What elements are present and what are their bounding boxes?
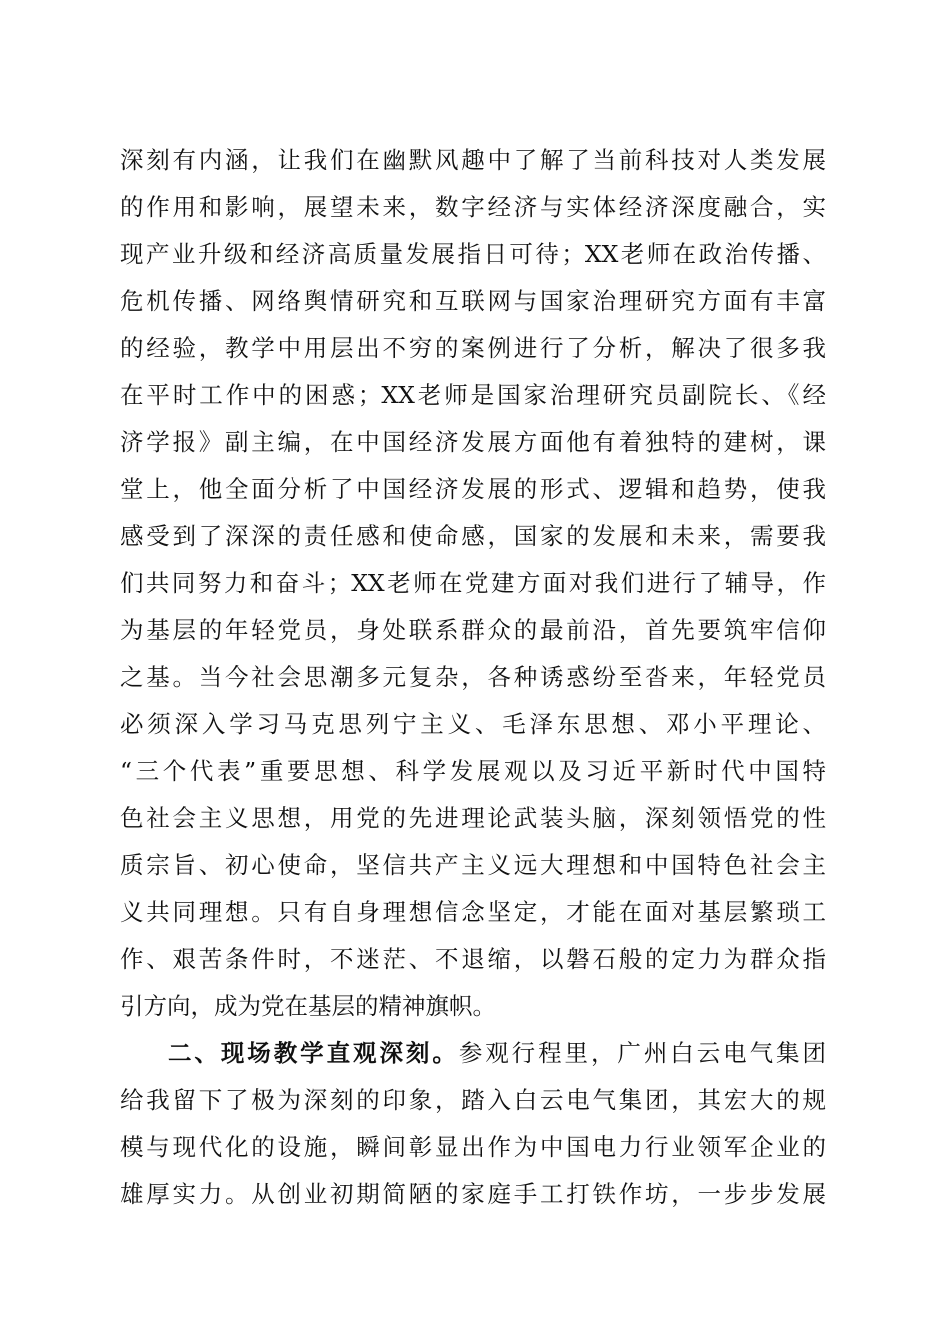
text-line: 作、艰苦条件时，不迷茫、不退缩，以磐石般的定力为群众指 [120,945,826,973]
text-line: “三个代表”重要思想、科学发展观以及习近平新时代中国特 [120,757,826,785]
text-line: 引方向，成为党在基层的精神旗帜。 [120,992,496,1020]
text-run: 参观行程里，广州白云电气集团 [458,1039,826,1067]
text-line: 在平时工作中的困惑；XX老师是国家治理研究员副院长、《经 [120,381,826,409]
text-line: 深刻有内涵，让我们在幽默风趣中了解了当前科技对人类发展 [120,146,826,174]
text-line: 现产业升级和经济高质量发展指日可待；XX老师在政治传播、 [120,240,826,268]
text-line: 必须深入学习马克思列宁主义、毛泽东思想、邓小平理论、 [120,710,826,738]
text-line: 色社会主义思想，用党的先进理论武装头脑，深刻领悟党的性 [120,804,826,832]
text-line: 给我留下了极为深刻的印象，踏入白云电气集团，其宏大的规 [120,1086,826,1114]
text-line: 为基层的年轻党员，身处联系群众的最前沿，首先要筑牢信仰 [120,616,826,644]
text-line: 模与现代化的设施，瞬间彰显出作为中国电力行业领军企业的 [120,1133,826,1161]
text-line: 义共同理想。只有自身理想信念坚定，才能在面对基层繁琐工 [120,898,826,926]
text-line: 堂上，他全面分析了中国经济发展的形式、逻辑和趋势，使我 [120,475,826,503]
text-line: 的经验，教学中用层出不穷的案例进行了分析，解决了很多我 [120,334,826,362]
text-line: 们共同努力和奋斗；XX老师在党建方面对我们进行了辅导，作 [120,569,826,597]
text-line: 感受到了深深的责任感和使命感，国家的发展和未来，需要我 [120,522,826,550]
section-heading: 二、现场教学直观深刻。 [168,1039,459,1067]
text-line: 济学报》副主编，在中国经济发展方面他有着独特的建树，课 [120,428,826,456]
text-line: 危机传播、网络舆情研究和互联网与国家治理研究方面有丰富 [120,287,826,315]
text-line: 质宗旨、初心使命，坚信共产主义远大理想和中国特色社会主 [120,851,826,879]
text-line [168,1035,826,1071]
text-line: 的作用和影响，展望未来，数字经济与实体经济深度融合，实 [120,193,826,221]
text-line: 雄厚实力。从创业初期简陋的家庭手工打铁作坊，一步步发展 [120,1180,826,1208]
text-line: 之基。当今社会思潮多元复杂，各种诱惑纷至沓来，年轻党员 [120,663,826,691]
